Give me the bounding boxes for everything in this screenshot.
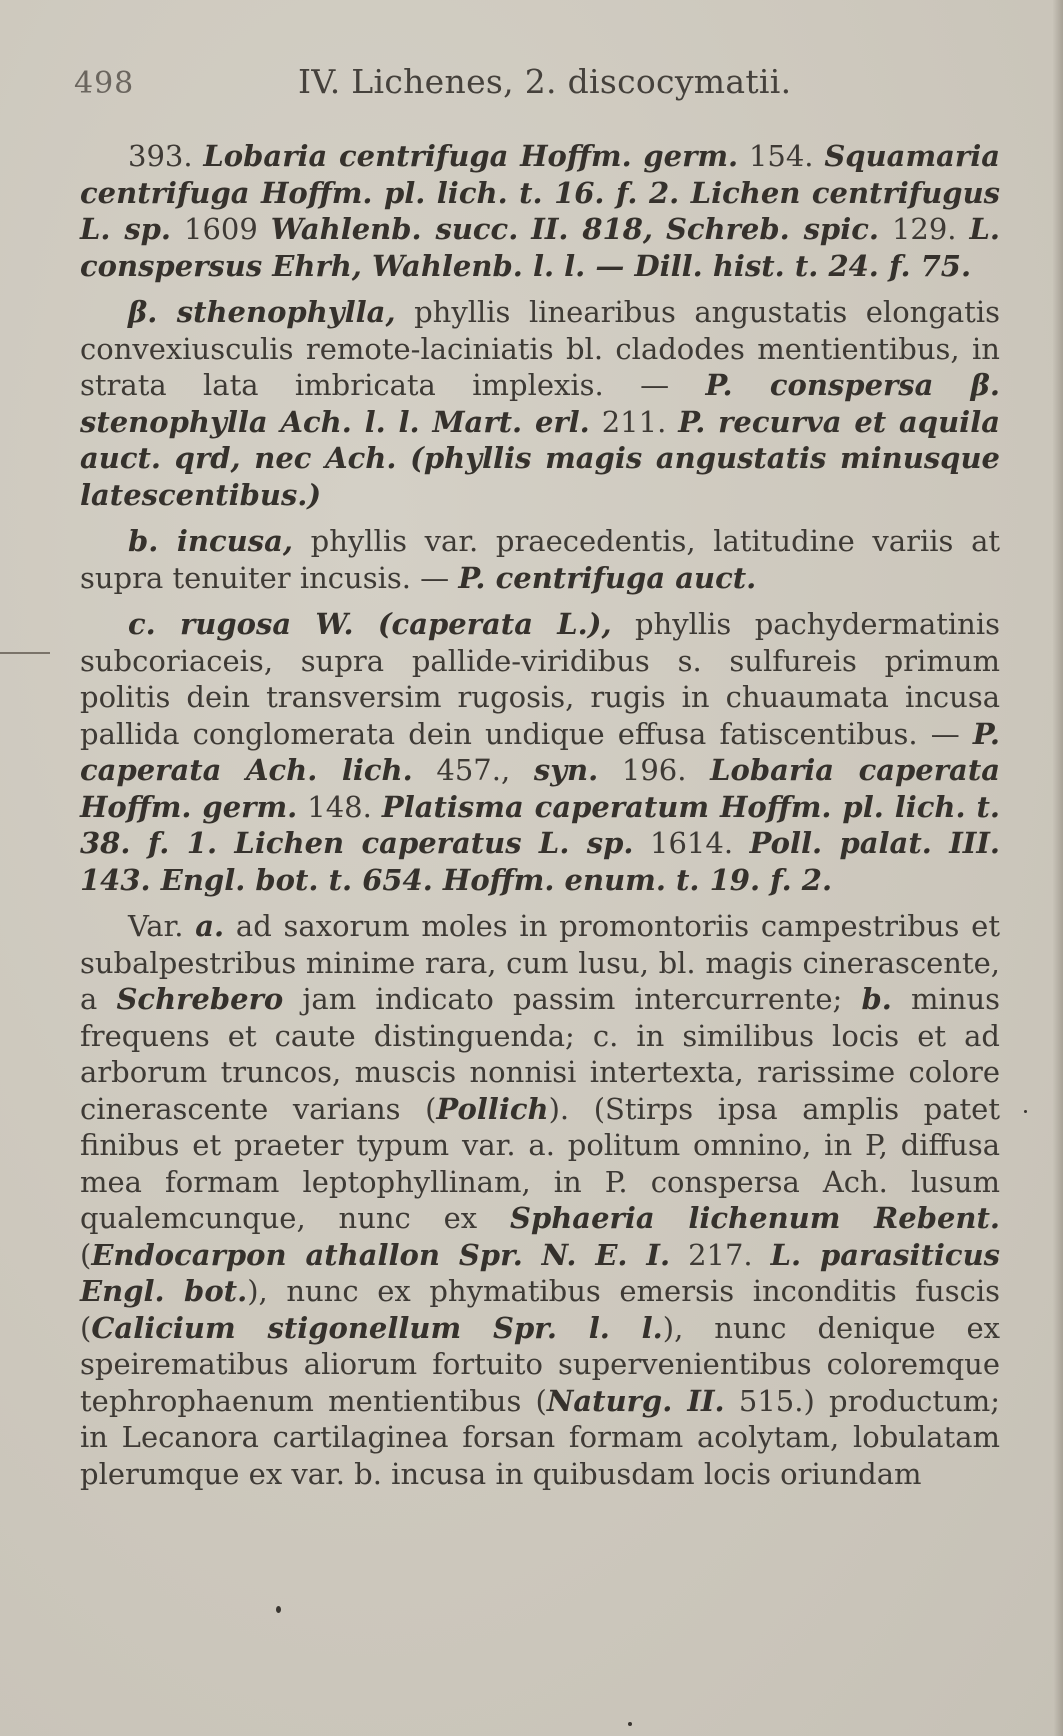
reference: 148. (307, 789, 372, 824)
synonym: Lobaria caperata Hoffm. germ. (80, 753, 1001, 824)
synonym: Schreb. spic. (665, 212, 879, 246)
variety-description: phyllis pachydermatinis subcoriaceis, supra pallide-viridibus s. sulfureis primum politis dein transversim rugosis, rugis in chuaumata incusa pallida conglomerata dein undique effusa fatiscentibus. — (80, 607, 1000, 751)
running-head: IV. Lichenes, 2. discocymatii. (298, 62, 792, 101)
text-run: ), nunc ex phymatibus emersis inconditis fuscis ( (80, 1274, 1001, 1345)
synonym: P. centrifuga auct. (458, 560, 757, 595)
synonym: L. conspersus Ehrh, Wahlenb. l. l. — Dill. hist. t. 24. f. 75. (80, 212, 1000, 283)
author-name: Pollich (436, 1091, 549, 1126)
author-name: Schrebero (116, 982, 284, 1016)
reference: 457., (436, 753, 511, 787)
reference: 196. (621, 753, 687, 787)
reference: Naturg. II. (546, 1383, 725, 1418)
synonym: Squamaria centrifuga Hoffm. pl. lich. t. 16. f. 2. Lichen centrifugus L. sp. (80, 139, 1001, 246)
synonym: Calicium stigonellum Spr. l. l. (91, 1310, 663, 1345)
variety-c (80, 606, 1000, 898)
text-run: jam indicato passim intercurrente; (283, 982, 862, 1016)
page-body (80, 138, 1000, 1502)
ink-speck (1024, 1110, 1027, 1113)
synonym: Wahlenb. succ. (270, 212, 519, 246)
synonym: syn. (533, 753, 599, 787)
variety-description: phyllis var. praecedentis, latitudine variis at supra tenuiter incusis. — (80, 524, 1001, 595)
synonym: P. recurva et aquila auct. qrd, nec Ach. (phyllis magis angustatis minusque latescentibus.) (80, 404, 1000, 512)
page-edge-shadow (1053, 0, 1063, 1736)
text-run: ad saxorum moles in promontoriis campestribus et subalpestribus minime rara, cum lusu, bl. magis cinerascente, a (80, 909, 1001, 1016)
synonym: P. caperata Ach. lich. (80, 716, 1000, 787)
reference: 1614. (650, 826, 734, 860)
species-entry-393 (80, 138, 1000, 284)
species-name: Lobaria centrifuga Hoffm. germ. (203, 139, 739, 173)
variety-label: a. (195, 909, 225, 943)
ink-speck (628, 1722, 632, 1726)
varieties-discussion (80, 908, 1000, 1492)
synonym: Poll. palat. III. 143. Engl. bot. t. 654. Hoffm. enum. t. 19. f. 2. (80, 826, 1001, 897)
text-run: ), nunc denique ex speirematibus aliorum fortuito supervenientibus coloremque tephrophaenum mentientibus ( (80, 1310, 1001, 1418)
variety-label: b. (861, 982, 892, 1016)
synonym: L. parasiticus Engl. bot. (80, 1237, 1000, 1308)
text-run: 217. (670, 1237, 771, 1272)
margin-mark (0, 652, 50, 654)
reference: 154. (748, 139, 814, 173)
variety-beta (80, 294, 1000, 513)
synonym: Sphaeria lichenum Rebent. (510, 1201, 1000, 1235)
synonym: P. conspersa β. stenophylla Ach. l. l. Mart. erl. (80, 368, 1001, 439)
reference: 1609 (184, 212, 258, 246)
text-run: 515.) productum; in Lecanora cartilaginea forsan formam acolytam, lobulatam plerumque ex var. b. incusa in quibusdam locis oriundam (80, 1383, 1000, 1491)
page-number: 498 (74, 66, 135, 101)
text-run: minus frequens et caute distinguenda; c. in similibus locis et ad arborum truncos, muscis nonnisi intertexta, rarissime colore cinerascente varians ( (80, 982, 1000, 1126)
text-run: Var. (128, 909, 196, 943)
reference: 211. (601, 404, 667, 439)
entry-number: 393. (128, 139, 193, 173)
synonym: Platisma caperatum Hoffm. pl. lich. t. 38. f. 1. Lichen caperatus L. sp. (80, 789, 1001, 860)
reference: II. 818, (531, 212, 653, 246)
page-header (72, 62, 972, 106)
variety-b (80, 523, 1000, 596)
text-run: ( (80, 1237, 92, 1272)
reference: 129. (891, 212, 957, 246)
variety-label: β. sthenophylla, (128, 295, 396, 329)
text-run: ). (Stirps ipsa amplis patet finibus et praeter typum var. a. politum omnino, in P, diffusa mea formam leptophyllinam, in P. conspersa Ach. lusum qualemcunque, nunc ex (80, 1091, 1000, 1235)
variety-label: c. rugosa W. (caperata L.), (128, 607, 612, 641)
synonym: Endocarpon athallon Spr. N. E. I. (91, 1237, 671, 1272)
variety-description: phyllis linearibus angustatis elongatis convexiusculis remote-laciniatis bl. cladodes mentientibus, in strata lata imbricata implexis. — (80, 295, 1000, 402)
ink-speck (276, 1606, 281, 1613)
variety-label: b. incusa, (128, 524, 293, 558)
